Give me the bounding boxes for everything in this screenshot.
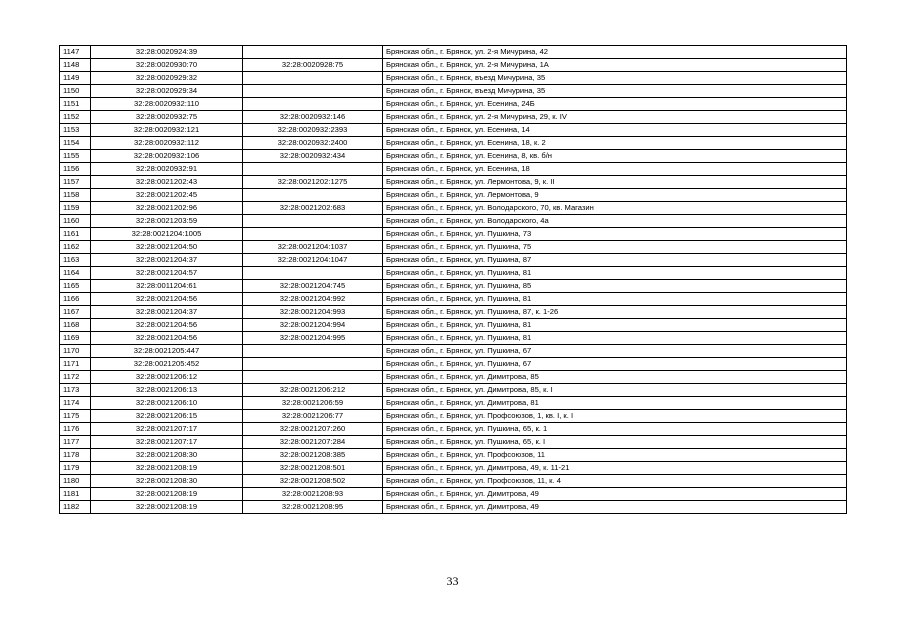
cadastral-number-cell: 32:28:0021204:37	[91, 306, 243, 319]
cadastral-number-cell: 32:28:0021206:12	[91, 371, 243, 384]
row-number-cell: 1151	[60, 98, 91, 111]
address-cell: Брянская обл., г. Брянск, ул. Профсоюзов, 11, к. 4	[383, 475, 847, 488]
row-number-cell: 1160	[60, 215, 91, 228]
related-cadastral-number-cell: 32:28:0021204:995	[243, 332, 383, 345]
row-number-cell: 1148	[60, 59, 91, 72]
table-row	[60, 228, 847, 241]
related-cadastral-number-cell: 32:28:0020932:2400	[243, 137, 383, 150]
table-row	[60, 332, 847, 345]
address-cell: Брянская обл., г. Брянск, ул. Пушкина, 81	[383, 332, 847, 345]
row-number-cell: 1163	[60, 254, 91, 267]
related-cadastral-number-cell: 32:28:0020932:434	[243, 150, 383, 163]
address-cell: Брянская обл., г. Брянск, ул. Димитрова, 49, к. 11-21	[383, 462, 847, 475]
cadastral-number-cell: 32:28:0021206:13	[91, 384, 243, 397]
table-row	[60, 241, 847, 254]
table-row	[60, 371, 847, 384]
cadastral-number-cell: 32:28:0020932:112	[91, 137, 243, 150]
related-cadastral-number-cell	[243, 189, 383, 202]
address-cell: Брянская обл., г. Брянск, ул. Пушкина, 87, к. 1-26	[383, 306, 847, 319]
row-number-cell: 1174	[60, 397, 91, 410]
row-number-cell: 1157	[60, 176, 91, 189]
address-cell: Брянская обл., г. Брянск, ул. Пушкина, 67	[383, 358, 847, 371]
related-cadastral-number-cell: 32:28:0021202:1275	[243, 176, 383, 189]
row-number-cell: 1147	[60, 46, 91, 59]
related-cadastral-number-cell: 32:28:0021207:260	[243, 423, 383, 436]
address-cell: Брянская обл., г. Брянск, ул. Лермонтова, 9	[383, 189, 847, 202]
address-cell: Брянская обл., г. Брянск, ул. Пушкина, 87	[383, 254, 847, 267]
cadastral-number-cell: 32:28:0021204:56	[91, 332, 243, 345]
row-number-cell: 1158	[60, 189, 91, 202]
row-number-cell: 1172	[60, 371, 91, 384]
address-cell: Брянская обл., г. Брянск, ул. Володарского, 4а	[383, 215, 847, 228]
cadastral-number-cell: 32:28:0011204:61	[91, 280, 243, 293]
related-cadastral-number-cell: 32:28:0021207:284	[243, 436, 383, 449]
related-cadastral-number-cell	[243, 228, 383, 241]
related-cadastral-number-cell: 32:28:0021206:59	[243, 397, 383, 410]
related-cadastral-number-cell: 32:28:0021208:502	[243, 475, 383, 488]
address-cell: Брянская обл., г. Брянск, ул. Димитрова, 85	[383, 371, 847, 384]
address-cell: Брянская обл., г. Брянск, ул. Пушкина, 85	[383, 280, 847, 293]
table-row	[60, 189, 847, 202]
cadastral-number-cell: 32:28:0021205:452	[91, 358, 243, 371]
address-cell: Брянская обл., г. Брянск, ул. Профсоюзов, 11	[383, 449, 847, 462]
related-cadastral-number-cell: 32:28:0021204:994	[243, 319, 383, 332]
row-number-cell: 1173	[60, 384, 91, 397]
row-number-cell: 1165	[60, 280, 91, 293]
cadastral-number-cell: 32:28:0020932:110	[91, 98, 243, 111]
related-cadastral-number-cell	[243, 371, 383, 384]
related-cadastral-number-cell: 32:28:0021208:501	[243, 462, 383, 475]
table-row	[60, 163, 847, 176]
row-number-cell: 1181	[60, 488, 91, 501]
address-cell: Брянская обл., г. Брянск, ул. Профсоюзов, 1, кв. I, к. I	[383, 410, 847, 423]
related-cadastral-number-cell: 32:28:0021208:93	[243, 488, 383, 501]
cadastral-number-cell: 32:28:0021207:17	[91, 436, 243, 449]
address-cell: Брянская обл., г. Брянск, ул. Пушкина, 65, к. I	[383, 436, 847, 449]
cadastral-number-cell: 32:28:0021208:30	[91, 475, 243, 488]
cadastral-number-cell: 32:28:0020924:39	[91, 46, 243, 59]
related-cadastral-number-cell: 32:28:0020928:75	[243, 59, 383, 72]
cadastral-number-cell: 32:28:0021205:447	[91, 345, 243, 358]
address-cell: Брянская обл., г. Брянск, ул. Есенина, 8, кв. б/н	[383, 150, 847, 163]
cadastral-number-cell: 32:28:0021202:43	[91, 176, 243, 189]
row-number-cell: 1162	[60, 241, 91, 254]
row-number-cell: 1170	[60, 345, 91, 358]
row-number-cell: 1149	[60, 72, 91, 85]
cadastral-number-cell: 32:28:0021204:56	[91, 293, 243, 306]
page-number: 33	[446, 574, 459, 588]
related-cadastral-number-cell: 32:28:0021208:385	[243, 449, 383, 462]
table-row	[60, 423, 847, 436]
table-row	[60, 111, 847, 124]
table-row	[60, 475, 847, 488]
cadastral-number-cell: 32:28:0021202:45	[91, 189, 243, 202]
address-cell: Брянская обл., г. Брянск, ул. Есенина, 14	[383, 124, 847, 137]
cadastral-number-cell: 32:28:0020932:75	[91, 111, 243, 124]
table-row	[60, 46, 847, 59]
property-table	[59, 45, 847, 514]
address-cell: Брянская обл., г. Брянск, ул. Есенина, 24Б	[383, 98, 847, 111]
row-number-cell: 1182	[60, 501, 91, 514]
related-cadastral-number-cell: 32:28:0020932:2393	[243, 124, 383, 137]
cadastral-number-cell: 32:28:0021204:57	[91, 267, 243, 280]
related-cadastral-number-cell	[243, 345, 383, 358]
table-row	[60, 488, 847, 501]
cadastral-number-cell: 32:28:0020932:106	[91, 150, 243, 163]
related-cadastral-number-cell: 32:28:0021206:212	[243, 384, 383, 397]
table-row	[60, 280, 847, 293]
address-cell: Брянская обл., г. Брянск, ул. 2-я Мичурина, 29, к. IV	[383, 111, 847, 124]
cadastral-number-cell: 32:28:0021204:56	[91, 319, 243, 332]
address-cell: Брянская обл., г. Брянск, ул. 2-я Мичурина, 1А	[383, 59, 847, 72]
row-number-cell: 1168	[60, 319, 91, 332]
address-cell: Брянская обл., г. Брянск, ул. Димитрова, 85, к. I	[383, 384, 847, 397]
cadastral-number-cell: 32:28:0021208:19	[91, 488, 243, 501]
table-row	[60, 501, 847, 514]
related-cadastral-number-cell: 32:28:0021204:1037	[243, 241, 383, 254]
row-number-cell: 1166	[60, 293, 91, 306]
address-cell: Брянская обл., г. Брянск, ул. Пушкина, 81	[383, 267, 847, 280]
row-number-cell: 1176	[60, 423, 91, 436]
address-cell: Брянская обл., г. Брянск, ул. Пушкина, 81	[383, 293, 847, 306]
address-cell: Брянская обл., г. Брянск, ул. Димитрова, 49	[383, 488, 847, 501]
table-row	[60, 59, 847, 72]
address-cell: Брянская обл., г. Брянск, ул. Лермонтова, 9, к. II	[383, 176, 847, 189]
cadastral-number-cell: 32:28:0020929:32	[91, 72, 243, 85]
table-row	[60, 462, 847, 475]
table-row	[60, 449, 847, 462]
related-cadastral-number-cell: 32:28:0020932:146	[243, 111, 383, 124]
related-cadastral-number-cell	[243, 163, 383, 176]
table-row	[60, 98, 847, 111]
row-number-cell: 1152	[60, 111, 91, 124]
cadastral-number-cell: 32:28:0021202:96	[91, 202, 243, 215]
row-number-cell: 1180	[60, 475, 91, 488]
table-row	[60, 85, 847, 98]
related-cadastral-number-cell	[243, 215, 383, 228]
row-number-cell: 1150	[60, 85, 91, 98]
address-cell: Брянская обл., г. Брянск, въезд Мичурина, 35	[383, 72, 847, 85]
table-row	[60, 176, 847, 189]
cadastral-number-cell: 32:28:0020932:121	[91, 124, 243, 137]
table-row	[60, 267, 847, 280]
address-cell: Брянская обл., г. Брянск, ул. Есенина, 18, к. 2	[383, 137, 847, 150]
related-cadastral-number-cell: 32:28:0021208:95	[243, 501, 383, 514]
row-number-cell: 1167	[60, 306, 91, 319]
row-number-cell: 1169	[60, 332, 91, 345]
related-cadastral-number-cell: 32:28:0021204:992	[243, 293, 383, 306]
related-cadastral-number-cell: 32:28:0021204:745	[243, 280, 383, 293]
row-number-cell: 1154	[60, 137, 91, 150]
cadastral-number-cell: 32:28:0021204:50	[91, 241, 243, 254]
table-row	[60, 345, 847, 358]
related-cadastral-number-cell: 32:28:0021204:1047	[243, 254, 383, 267]
table-row	[60, 397, 847, 410]
table-row	[60, 306, 847, 319]
related-cadastral-number-cell: 32:28:0021204:993	[243, 306, 383, 319]
row-number-cell: 1175	[60, 410, 91, 423]
cadastral-number-cell: 32:28:0020929:34	[91, 85, 243, 98]
address-cell: Брянская обл., г. Брянск, ул. Володарского, 70, кв. Магазин	[383, 202, 847, 215]
row-number-cell: 1171	[60, 358, 91, 371]
cadastral-number-cell: 32:28:0021208:19	[91, 501, 243, 514]
table-row	[60, 254, 847, 267]
cadastral-number-cell: 32:28:0021203:59	[91, 215, 243, 228]
table-body	[60, 46, 847, 514]
cadastral-number-cell: 32:28:0020932:91	[91, 163, 243, 176]
table-row	[60, 72, 847, 85]
table-row	[60, 384, 847, 397]
table-row	[60, 150, 847, 163]
row-number-cell: 1153	[60, 124, 91, 137]
row-number-cell: 1177	[60, 436, 91, 449]
address-cell: Брянская обл., г. Брянск, ул. Пушкина, 67	[383, 345, 847, 358]
related-cadastral-number-cell	[243, 358, 383, 371]
table-row	[60, 137, 847, 150]
table-row	[60, 293, 847, 306]
address-cell: Брянская обл., г. Брянск, ул. Димитрова, 49	[383, 501, 847, 514]
row-number-cell: 1156	[60, 163, 91, 176]
cadastral-number-cell: 32:28:0021208:30	[91, 449, 243, 462]
address-cell: Брянская обл., г. Брянск, ул. Есенина, 18	[383, 163, 847, 176]
table-row	[60, 358, 847, 371]
cadastral-number-cell: 32:28:0021206:15	[91, 410, 243, 423]
cadastral-number-cell: 32:28:0021207:17	[91, 423, 243, 436]
row-number-cell: 1178	[60, 449, 91, 462]
cadastral-number-cell: 32:28:0021206:10	[91, 397, 243, 410]
row-number-cell: 1159	[60, 202, 91, 215]
related-cadastral-number-cell	[243, 98, 383, 111]
row-number-cell: 1161	[60, 228, 91, 241]
row-number-cell: 1164	[60, 267, 91, 280]
address-cell: Брянская обл., г. Брянск, ул. Пушкина, 73	[383, 228, 847, 241]
cadastral-number-cell: 32:28:0021204:37	[91, 254, 243, 267]
related-cadastral-number-cell	[243, 267, 383, 280]
cadastral-number-cell: 32:28:0021204:1005	[91, 228, 243, 241]
table-row	[60, 124, 847, 137]
address-cell: Брянская обл., г. Брянск, ул. Пушкина, 75	[383, 241, 847, 254]
table-row	[60, 215, 847, 228]
related-cadastral-number-cell	[243, 72, 383, 85]
row-number-cell: 1179	[60, 462, 91, 475]
address-cell: Брянская обл., г. Брянск, ул. Пушкина, 65, к. 1	[383, 423, 847, 436]
related-cadastral-number-cell: 32:28:0021206:77	[243, 410, 383, 423]
address-cell: Брянская обл., г. Брянск, ул. Пушкина, 81	[383, 319, 847, 332]
table-row	[60, 436, 847, 449]
cadastral-number-cell: 32:28:0020930:70	[91, 59, 243, 72]
related-cadastral-number-cell	[243, 46, 383, 59]
address-cell: Брянская обл., г. Брянск, въезд Мичурина, 35	[383, 85, 847, 98]
table-row	[60, 319, 847, 332]
cadastral-number-cell: 32:28:0021208:19	[91, 462, 243, 475]
related-cadastral-number-cell	[243, 85, 383, 98]
address-cell: Брянская обл., г. Брянск, ул. Димитрова, 81	[383, 397, 847, 410]
table-row	[60, 202, 847, 215]
row-number-cell: 1155	[60, 150, 91, 163]
table-row	[60, 410, 847, 423]
address-cell: Брянская обл., г. Брянск, ул. 2-я Мичурина, 42	[383, 46, 847, 59]
related-cadastral-number-cell: 32:28:0021202:683	[243, 202, 383, 215]
